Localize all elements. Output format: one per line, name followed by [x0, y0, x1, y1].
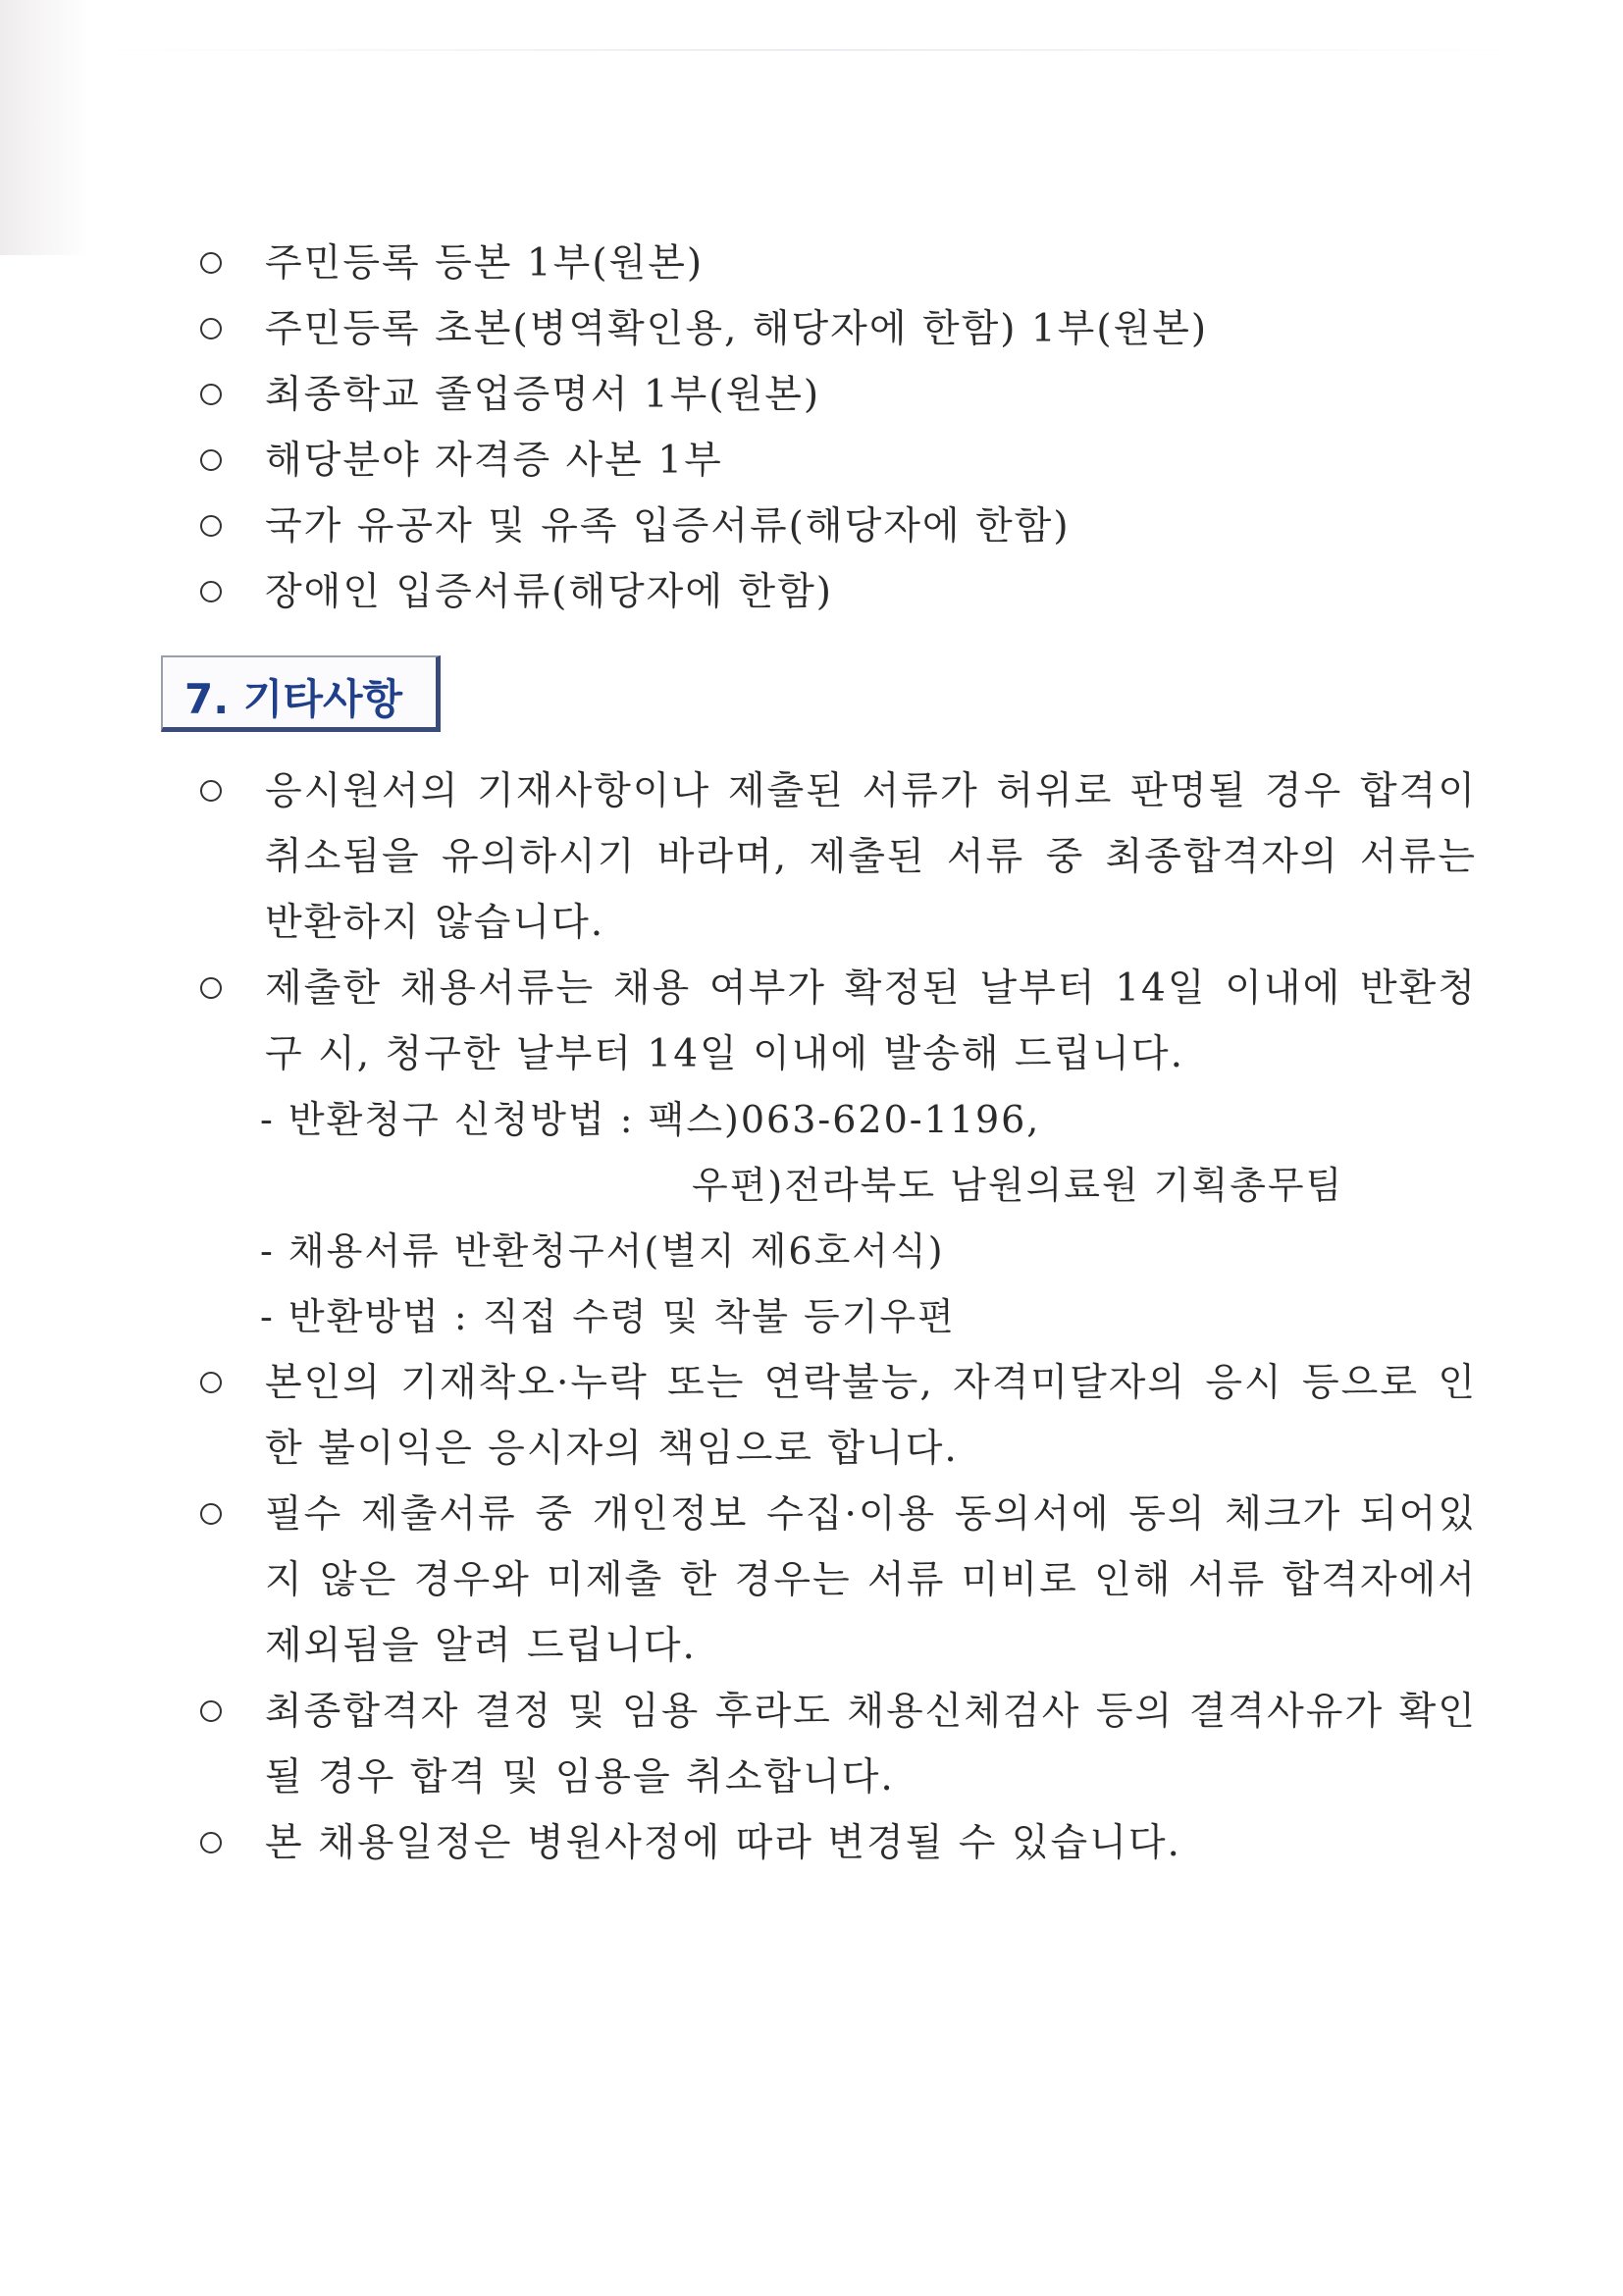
circle-bullet-icon [200, 252, 222, 274]
circle-bullet-icon [200, 318, 222, 339]
note-subitem: - 반환청구 신청방법 : 팩스)063-620-1196, [260, 1098, 1041, 1141]
circle-bullet-icon [200, 1503, 222, 1525]
circle-bullet-icon [200, 449, 222, 471]
circle-bullet-icon [200, 780, 222, 802]
note-text: 제출한 채용서류는 채용 여부가 확정된 날부터 14일 이내에 반환청구 시, 청구한 날부터 14일 이내에 발송해 드립니다. [265, 966, 1477, 1076]
note-text: 필수 제출서류 중 개인정보 수집·이용 동의서에 동의 체크가 되어있지 않은 경우와 미제출 한 경우는 서류 미비로 인해 서류 합격자에서 제외됨을 알려 드립니다. [265, 1492, 1477, 1668]
note-text: 최종합격자 결정 및 임용 후라도 채용신체검사 등의 결격사유가 확인될 경우 합격 및 임용을 취소합니다. [265, 1690, 1477, 1800]
section-heading-box [161, 655, 441, 732]
section-title: 7. 기타사항 [184, 675, 403, 723]
note-text: 응시원서의 기재사항이나 제출된 서류가 허위로 판명될 경우 합격이 취소됨을 유의하시기 바라며, 제출된 서류 중 최종합격자의 서류는 반환하지 않습니다. [265, 769, 1477, 945]
note-subitem: - 반환방법 : 직접 수령 및 착불 등기우편 [260, 1295, 956, 1338]
list-item-text: 최종학교 졸업증명서 1부(원본) [265, 373, 821, 417]
note-paragraph [201, 1679, 1477, 1810]
note-paragraph [201, 758, 1477, 956]
circle-bullet-icon [200, 384, 222, 405]
circle-bullet-icon [200, 1832, 222, 1853]
note-text: 본인의 기재착오·누락 또는 연락불능, 자격미달자의 응시 등으로 인한 불이익은 응시자의 책임으로 합니다. [265, 1361, 1477, 1471]
note-subitem-continued: 우편)전라북도 남원의료원 기획총무팀 [692, 1164, 1344, 1207]
scan-top-line [98, 49, 1521, 51]
list-item-text: 국가 유공자 및 유족 입증서류(해당자에 한함) [265, 504, 1071, 548]
note-text: 본 채용일정은 병원사정에 따라 변경될 수 있습니다. [265, 1821, 1181, 1865]
note-subitem: - 채용서류 반환청구서(별지 제6호서식) [260, 1229, 945, 1273]
note-paragraph [201, 1482, 1477, 1679]
circle-bullet-icon [200, 515, 222, 537]
note-paragraph [201, 1350, 1477, 1482]
list-item-text: 해당분야 자격증 사본 1부 [265, 439, 723, 483]
note-paragraph [201, 1810, 1477, 1876]
list-item-text: 주민등록 등본 1부(원본) [265, 241, 705, 286]
note-paragraph [201, 956, 1477, 1087]
circle-bullet-icon [200, 1372, 222, 1393]
list-item-text: 주민등록 초본(병역확인용, 해당자에 한함) 1부(원본) [265, 307, 1209, 351]
circle-bullet-icon [200, 977, 222, 999]
scan-edge-shadow [0, 0, 88, 255]
list-item-text: 장애인 입증서류(해당자에 한함) [265, 570, 833, 614]
circle-bullet-icon [200, 1700, 222, 1722]
circle-bullet-icon [200, 581, 222, 602]
